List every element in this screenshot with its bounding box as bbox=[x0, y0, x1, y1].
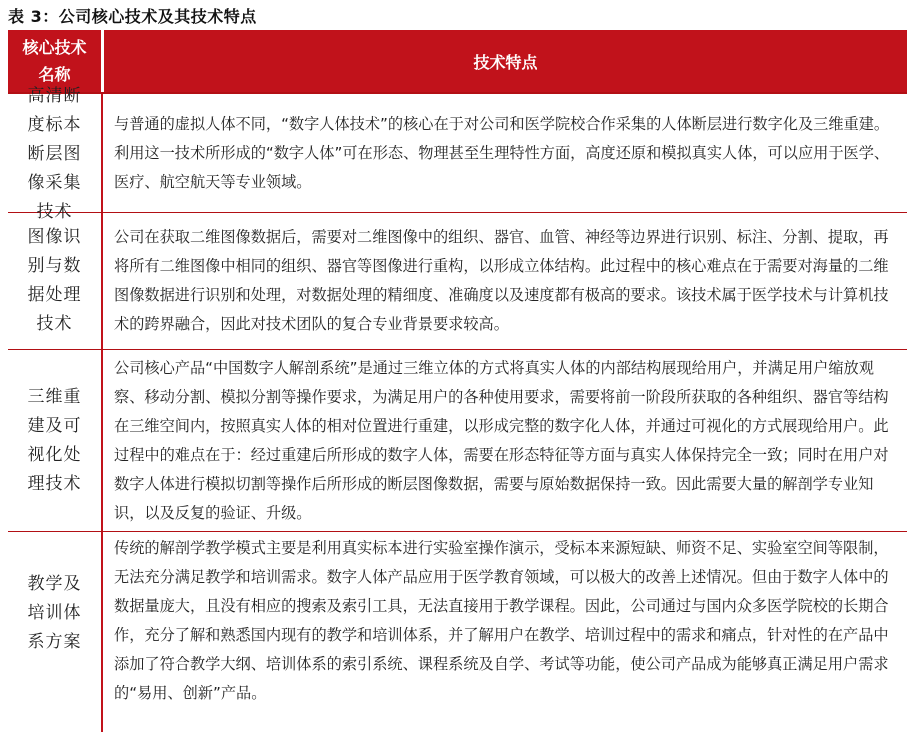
header-tech-features: 技术特点 bbox=[104, 30, 907, 92]
tech-description: 公司核心产品“中国数字人解剖系统”是通过三维立体的方式将真实人体的内部结构展现给用户，并满足用户缩放观察、移动分割、模拟分割等操作要求，为满足用户的各种使用要求，需要将前一阶段所获取的各种组织、器官等结构在三维空间内，按照真实人体的相对位置进行重建，以形成完整的数字化人体，并通过可视化的方式展现给用户。此过程中的难点在于：经过重建后所形成的数字人体，需要在形态特征等方面与真实人体保持完全一致；同时在用户对数字人体进行模拟切割等操作后所形成的断层图像数据，需要与原始数据保持一致。因此需要大量的解剖学专业知识，以及反复的验证、升级。 bbox=[114, 358, 889, 522]
tech-name: 图像识别与数据处理技术 bbox=[27, 227, 82, 334]
table-row bbox=[8, 213, 907, 350]
tech-name: 教学及培训体系方案 bbox=[27, 574, 82, 652]
table-caption: 表 3：公司核心技术及其技术特点 bbox=[8, 7, 257, 26]
table-header bbox=[8, 30, 907, 94]
header-col1-line2: 名称 bbox=[38, 65, 71, 84]
tech-description: 与普通的虚拟人体不同，“数字人体技术”的核心在于对公司和医学院校合作采集的人体断层进行数字化及三维重建。利用这一技术所形成的“数字人体”可在形态、物理甚至生理特性方面，高度还原和模拟真实人体，可以应用于医学、医疗、航空航天等专业领域。 bbox=[114, 114, 890, 191]
tech-description: 传统的解剖学教学模式主要是利用真实标本进行实验室操作演示，受标本来源短缺、师资不足、实验室空间等限制，无法充分满足教学和培训需求。数字人体产品应用于医学教育领域，可以极大的改善上述情况。但由于数字人体中的数据量庞大，且没有相应的搜索及索引工具，无法直接用于教学课程。因此，公司通过与国内众多医学院校的长期合作，充分了解和熟悉国内现有的教学和培训体系，并了解用户在教学、培训过程中的需求和痛点，针对性的在产品中添加了符合教学大纲、培训体系的索引系统、课程系统及自学、考试等功能，使公司产品成为能够真正满足用户需求的“易用、创新”产品。 bbox=[114, 539, 889, 702]
tech-description: 公司在获取二维图像数据后，需要对二维图像中的组织、器官、血管、神经等边界进行识别、标注、分割、提取，再将所有二维图像中相同的组织、器官等图像进行重构，以形成立体结构。此过程中的核心难点在于需要对海量的二维图像数据进行识别和处理，对数据处理的精细度、准确度以及速度都有极高的要求。该技术属于医学技术与计算机技术的跨界融合，因此对技术团队的复合专业背景要求较高。 bbox=[114, 228, 889, 333]
header-col1-line1: 核心技术 bbox=[22, 38, 87, 57]
tech-name: 高清断度标本断层图像采集技术 bbox=[27, 85, 82, 222]
tech-table bbox=[8, 30, 907, 732]
table-row bbox=[8, 350, 907, 532]
table-row bbox=[8, 85, 907, 222]
tech-name: 三维重建及可视化处理技术 bbox=[27, 386, 82, 494]
table-row bbox=[8, 532, 907, 732]
